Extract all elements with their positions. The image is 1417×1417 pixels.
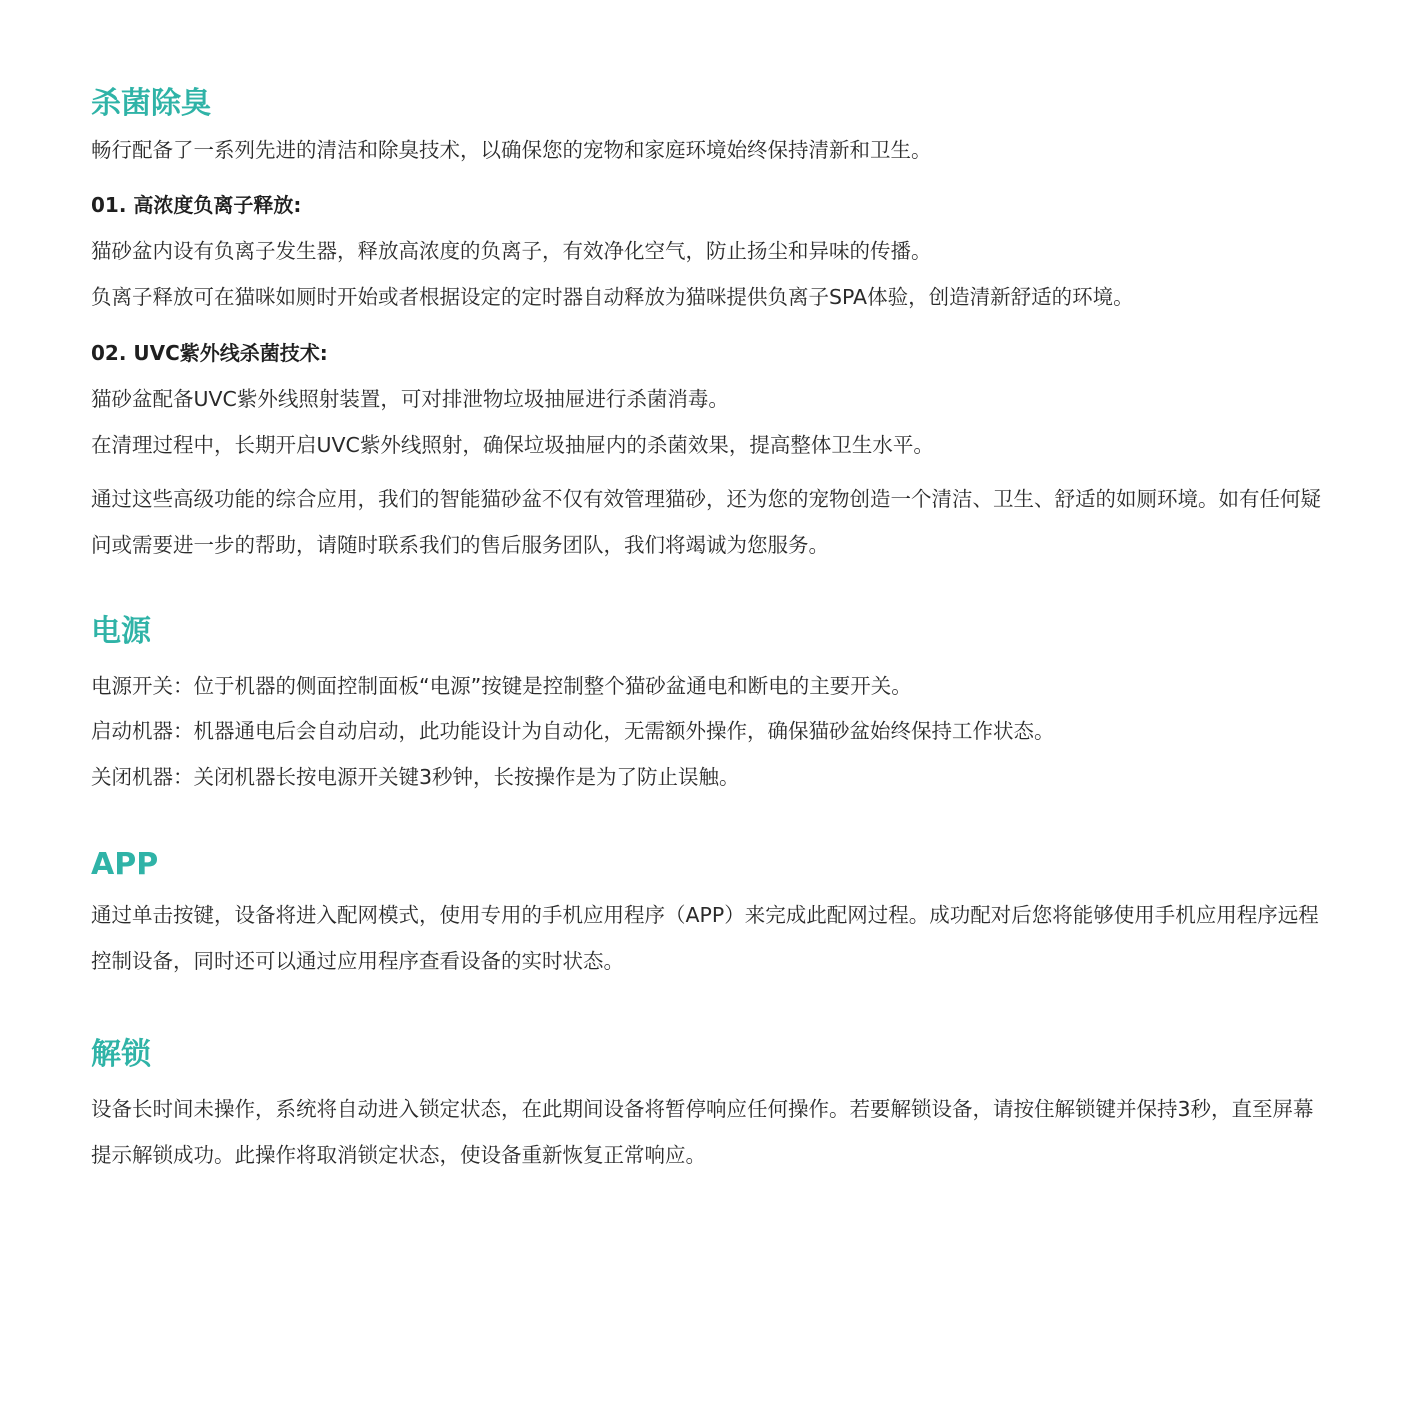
sterilize-item2-line1: 猫砂盆配备UVC紫外线照射装置，可对排泄物垃圾抽屉进行杀菌消毒。 [91,387,729,411]
section-title-power: 电源 [91,614,151,649]
power-switch-line: 电源开关：位于机器的侧面控制面板“电源”按键是控制整个猫砂盆通电和断电的主要开关。 [91,674,912,698]
section-title-unlock: 解锁 [91,1037,151,1072]
sterilize-item1-heading: 01. 高浓度负离子释放: [91,193,302,217]
sterilize-intro: 畅行配备了一系列先进的清洁和除臭技术，以确保您的宠物和家庭环境始终保持清新和卫生。 [91,138,932,162]
sterilize-summary: 通过这些高级功能的综合应用，我们的智能猫砂盆不仅有效管理猫砂，还为您的宠物创造一个清洁、卫生、舒适的如厕环境。如有任何疑问或需要进一步的帮助，请随时联系我们的售后服务团队，我们将竭诚为您服务。 [91,487,1321,557]
sterilize-item2-line2: 在清理过程中，长期开启UVC紫外线照射，确保垃圾抽屉内的杀菌效果，提高整体卫生水平。 [91,433,934,457]
unlock-body: 设备长时间未操作，系统将自动进入锁定状态，在此期间设备将暂停响应任何操作。若要解锁设备，请按住解锁键并保持3秒，直至屏幕提示解锁成功。此操作将取消锁定状态，使设备重新恢复正常响应。 [91,1097,1314,1167]
sterilize-item1-line2: 负离子释放可在猫咪如厕时开始或者根据设定的定时器自动释放为猫咪提供负离子SPA体验，创造清新舒适的环境。 [91,285,1134,309]
section-title-sterilize: 杀菌除臭 [91,86,211,121]
sterilize-item1-line1: 猫砂盆内设有负离子发生器，释放高浓度的负离子，有效净化空气，防止扬尘和异味的传播。 [91,239,932,263]
sterilize-item2-heading: 02. UVC紫外线杀菌技术: [91,341,328,365]
section-title-app: APP [91,847,159,882]
power-start-line: 启动机器：机器通电后会自动启动，此功能设计为自动化，无需额外操作，确保猫砂盆始终保持工作状态。 [91,719,1055,743]
app-body: 通过单击按键，设备将进入配网模式，使用专用的手机应用程序（APP）来完成此配网过程。成功配对后您将能够使用手机应用程序远程控制设备，同时还可以通过应用程序查看设备的实时状态。 [91,903,1319,973]
power-off-line: 关闭机器：关闭机器长按电源开关键3秒钟，长按操作是为了防止误触。 [91,765,740,789]
